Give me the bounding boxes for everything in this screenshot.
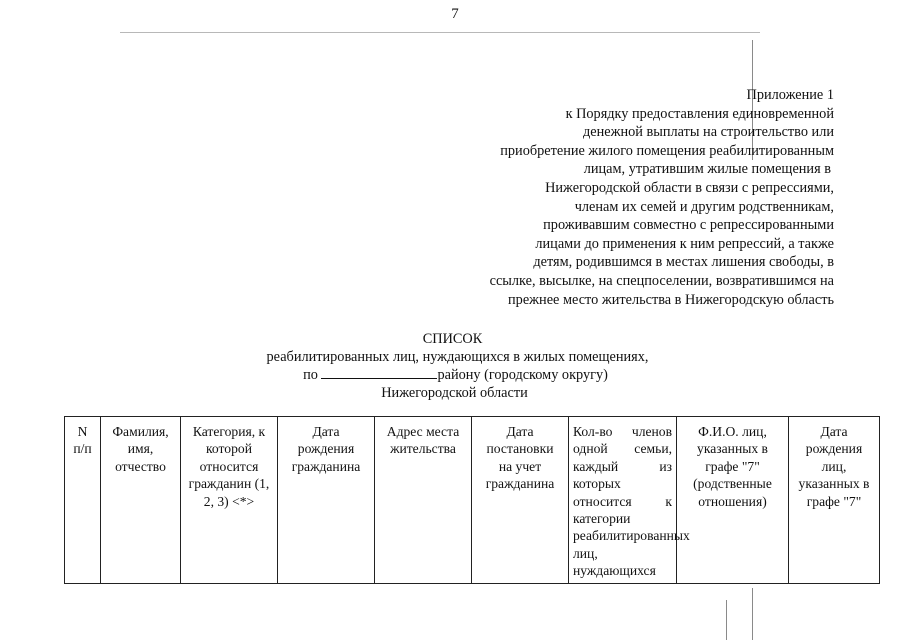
table-header-row xyxy=(65,417,880,584)
margin-line-lower xyxy=(752,588,753,640)
header-cell-registration-date: Дата постановки на учет гражданина xyxy=(472,417,569,584)
district-suffix: району (городскому округу) xyxy=(437,367,608,383)
header-cell-address: Адрес места жительства xyxy=(375,417,472,584)
district-blank-field xyxy=(321,366,437,379)
header-cell-relatives-birth-date: Дата рождения лиц, указанных в графе "7" xyxy=(789,417,880,584)
register-table xyxy=(64,416,880,584)
appendix-line: приобретение жилого помещения реабилитированным xyxy=(500,142,834,159)
appendix-line: ссылке, высылке, на спецпоселении, возвратившимся на xyxy=(489,272,834,289)
header-cell-family-count: Кол-во членов одной семьи, каждый из которых относится к категории реабилитированных лиц, нуждающихся xyxy=(569,417,677,584)
appendix-line: детям, родившимся в местах лишения свободы, в xyxy=(533,254,834,271)
header-cell-category: Категория, к которой относится гражданин (1, 2, 3) <*> xyxy=(181,417,278,584)
list-heading: СПИСОК xyxy=(422,331,483,347)
margin-line-small xyxy=(726,600,727,640)
appendix-block xyxy=(414,86,834,309)
list-title xyxy=(0,330,905,402)
appendix-line: прежнее место жительства в Нижегородскую область xyxy=(508,291,834,308)
appendix-line: проживавшим совместно с репрессированными xyxy=(543,217,834,234)
appendix-line: лицами до применения к ним репрессий, а также xyxy=(535,235,834,252)
header-rule xyxy=(120,32,760,33)
appendix-line: лицам, утратившим жилые помещения в xyxy=(583,161,831,178)
appendix-line: Нижегородской области в связи с репрессиями, xyxy=(545,179,834,196)
list-subtitle-line-2 xyxy=(0,366,905,384)
appendix-line: членам их семей и другим родственникам, xyxy=(574,198,834,215)
header-cell-birth-date: Дата рождения гражданина xyxy=(278,417,375,584)
header-cell-relatives-names: Ф.И.О. лиц, указанных в графе "7" (родственные отношения) xyxy=(677,417,789,584)
appendix-line: денежной выплаты на строительство или xyxy=(582,124,834,141)
page-number: 7 xyxy=(451,6,459,22)
header-cell-full-name: Фамилия, имя, отчество xyxy=(101,417,181,584)
appendix-line: Приложение 1 xyxy=(746,87,834,103)
list-subtitle-line-1: реабилитированных лиц, нуждающихся в жилых помещениях, xyxy=(266,349,649,365)
appendix-line: к Порядку предоставления единовременной xyxy=(565,105,834,122)
list-subtitle-line-3: Нижегородской области xyxy=(381,385,528,401)
district-prefix: по xyxy=(303,367,318,383)
header-cell-number: N п/п xyxy=(65,417,101,584)
